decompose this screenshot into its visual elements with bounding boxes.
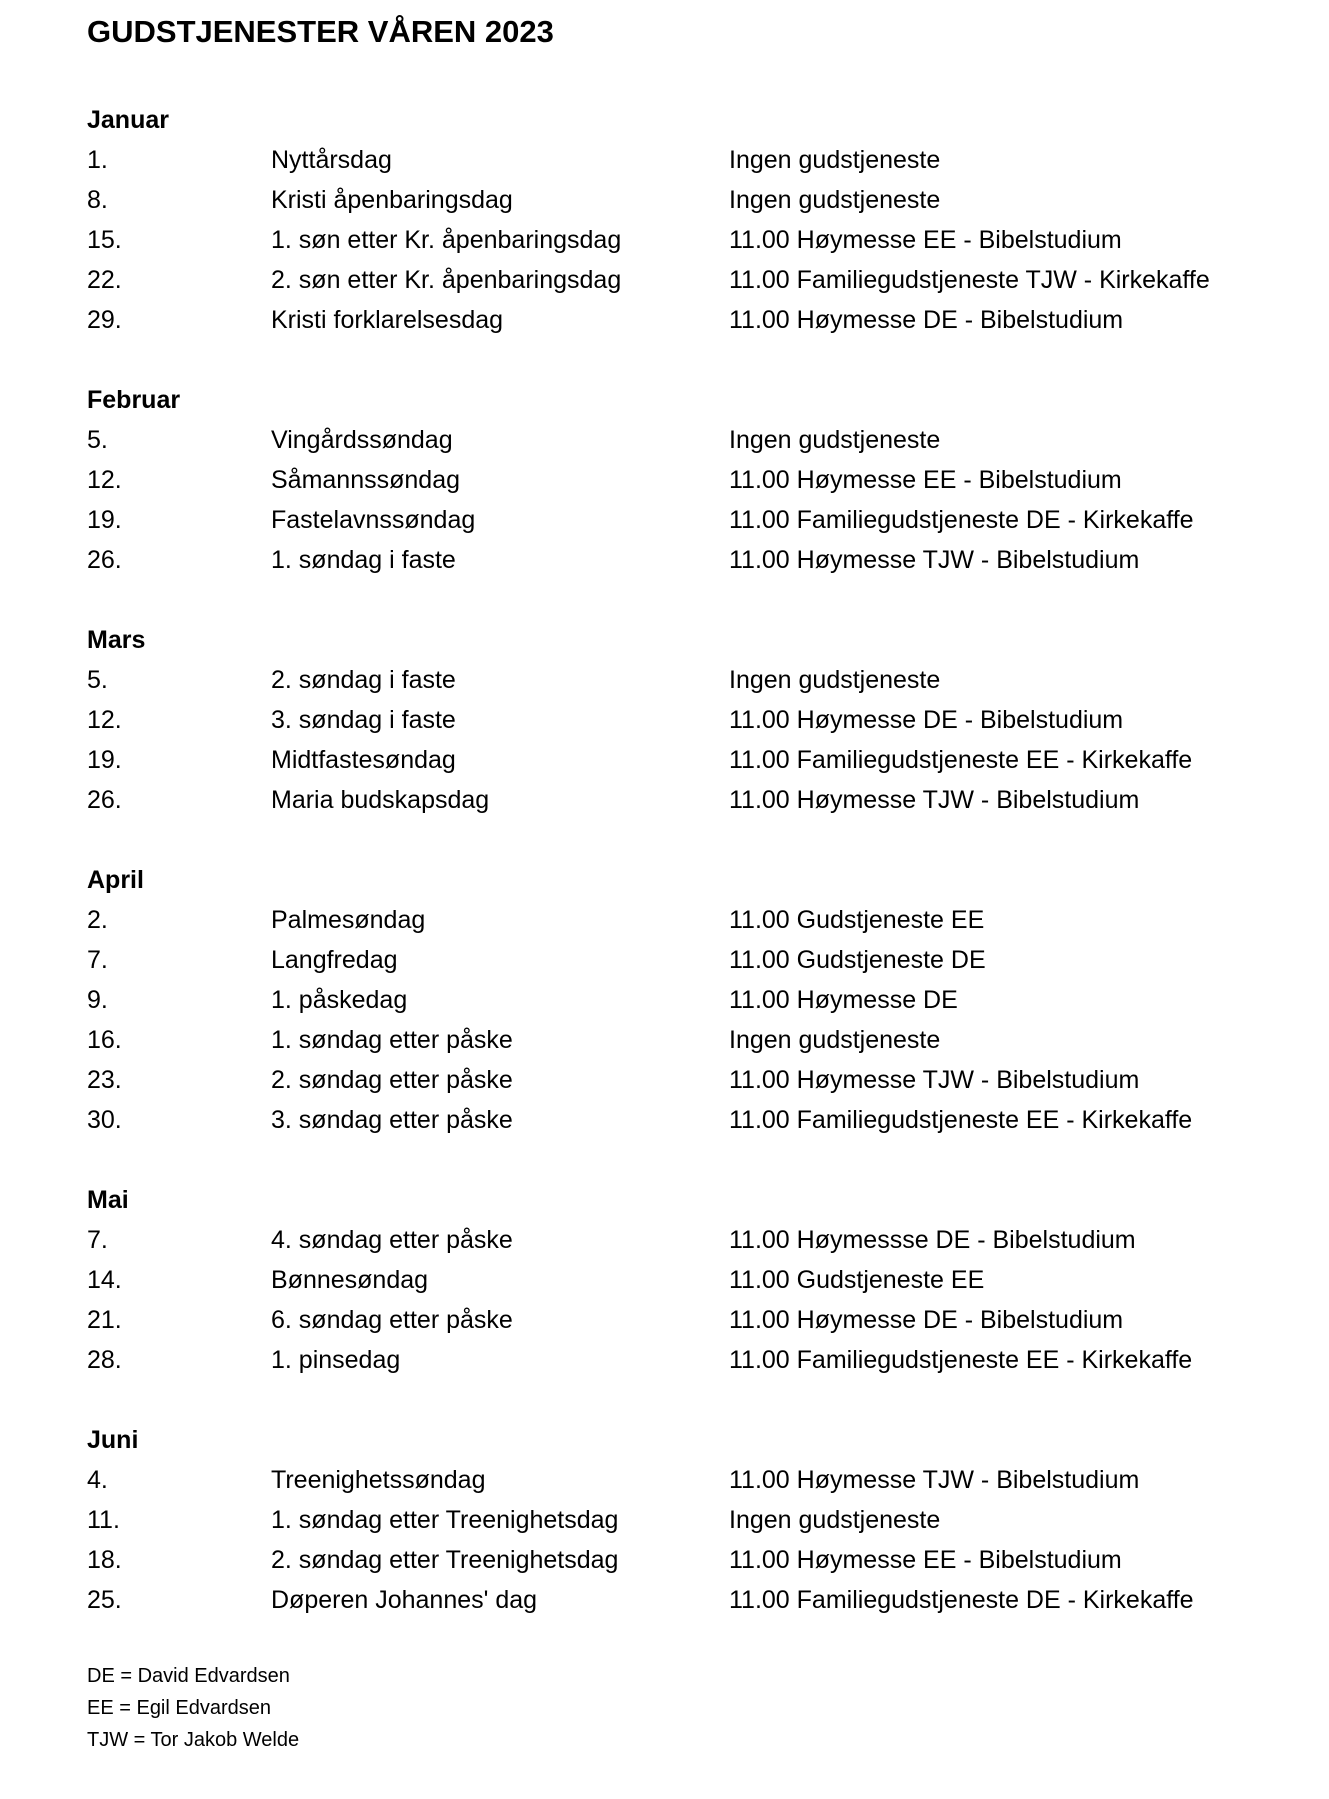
month-section xyxy=(87,1180,1307,1380)
row-day-name: 6. søndag etter påske xyxy=(271,1306,513,1334)
month-section xyxy=(87,100,1307,340)
month-heading: Januar xyxy=(87,106,169,134)
row-day-name: 4. søndag etter påske xyxy=(271,1226,513,1254)
schedule-row xyxy=(87,300,1307,340)
row-service: 11.00 Høymesse EE - Bibelstudium xyxy=(729,466,1122,494)
schedule-row xyxy=(87,980,1307,1020)
row-date: 30. xyxy=(87,1106,122,1134)
row-service: 11.00 Høymessse DE - Bibelstudium xyxy=(729,1226,1136,1254)
row-date: 23. xyxy=(87,1066,122,1094)
row-service: 11.00 Gudstjeneste EE xyxy=(729,1266,985,1294)
row-day-name: 1. søndag etter påske xyxy=(271,1026,513,1054)
row-day-name: Fastelavnssøndag xyxy=(271,506,476,534)
row-date: 14. xyxy=(87,1266,122,1294)
row-day-name: Kristi åpenbaringsdag xyxy=(271,186,513,214)
month-heading: Februar xyxy=(87,386,181,414)
row-date: 7. xyxy=(87,946,108,974)
row-date: 26. xyxy=(87,546,122,574)
row-day-name: 1. søn etter Kr. åpenbaringsdag xyxy=(271,226,622,254)
row-day-name: Langfredag xyxy=(271,946,398,974)
schedule-row xyxy=(87,940,1307,980)
row-day-name: Bønnesøndag xyxy=(271,1266,429,1294)
schedule-row xyxy=(87,140,1307,180)
row-date: 5. xyxy=(87,666,108,694)
row-service: 11.00 Høymesse DE - Bibelstudium xyxy=(729,706,1124,734)
row-day-name: Døperen Johannes' dag xyxy=(271,1586,538,1614)
schedule-row xyxy=(87,780,1307,820)
month-section xyxy=(87,620,1307,820)
row-date: 15. xyxy=(87,226,122,254)
row-date: 9. xyxy=(87,986,108,1014)
month-section xyxy=(87,380,1307,580)
row-service: Ingen gudstjeneste xyxy=(729,666,941,694)
row-day-name: 1. søndag etter Treenighetsdag xyxy=(271,1506,619,1534)
schedule-row xyxy=(87,1260,1307,1300)
row-date: 12. xyxy=(87,466,122,494)
row-service: 11.00 Familiegudstjeneste DE - Kirkekaffe xyxy=(729,1586,1194,1614)
schedule-row xyxy=(87,1020,1307,1060)
schedule-row xyxy=(87,1220,1307,1260)
row-date: 8. xyxy=(87,186,108,214)
row-day-name: 1. pinsedag xyxy=(271,1346,401,1374)
row-service: 11.00 Høymesse TJW - Bibelstudium xyxy=(729,1066,1140,1094)
row-day-name: Kristi forklarelsesdag xyxy=(271,306,504,334)
schedule-row xyxy=(87,260,1307,300)
month-section xyxy=(87,860,1307,1140)
schedule-row xyxy=(87,660,1307,700)
schedule-row xyxy=(87,500,1307,540)
schedule-row xyxy=(87,1540,1307,1580)
row-service: Ingen gudstjeneste xyxy=(729,426,941,454)
row-service: Ingen gudstjeneste xyxy=(729,186,941,214)
legend-item: TJW = Tor Jakob Welde xyxy=(87,1729,300,1751)
schedule-row xyxy=(87,1300,1307,1340)
row-date: 16. xyxy=(87,1026,122,1054)
row-date: 1. xyxy=(87,146,108,174)
schedule-row xyxy=(87,900,1307,940)
page-title: GUDSTJENESTER VÅREN 2023 xyxy=(87,14,554,49)
row-date: 25. xyxy=(87,1586,122,1614)
schedule-row xyxy=(87,180,1307,220)
row-date: 19. xyxy=(87,506,122,534)
row-day-name: 2. søn etter Kr. åpenbaringsdag xyxy=(271,266,622,294)
row-date: 26. xyxy=(87,786,122,814)
month-heading: Mars xyxy=(87,626,146,654)
row-day-name: Treenighetssøndag xyxy=(271,1466,486,1494)
row-service: 11.00 Familiegudstjeneste TJW - Kirkekaffe xyxy=(729,266,1210,294)
schedule-row xyxy=(87,700,1307,740)
row-service: 11.00 Familiegudstjeneste EE - Kirkekaffe xyxy=(729,1106,1193,1134)
row-service: 11.00 Høymesse DE - Bibelstudium xyxy=(729,306,1124,334)
row-day-name: 2. søndag etter Treenighetsdag xyxy=(271,1546,619,1574)
row-date: 18. xyxy=(87,1546,122,1574)
schedule-row xyxy=(87,1460,1307,1500)
schedule-row xyxy=(87,1100,1307,1140)
row-service: 11.00 Gudstjeneste EE xyxy=(729,906,985,934)
row-date: 2. xyxy=(87,906,108,934)
schedule-row xyxy=(87,1060,1307,1100)
row-day-name: Maria budskapsdag xyxy=(271,786,490,814)
row-service: Ingen gudstjeneste xyxy=(729,1506,941,1534)
schedule-row xyxy=(87,540,1307,580)
row-service: Ingen gudstjeneste xyxy=(729,146,941,174)
schedule-row xyxy=(87,740,1307,780)
row-day-name: Såmannssøndag xyxy=(271,466,461,494)
schedule-row xyxy=(87,420,1307,460)
row-day-name: 2. søndag i faste xyxy=(271,666,456,694)
row-day-name: 1. påskedag xyxy=(271,986,408,1014)
row-service: 11.00 Høymesse EE - Bibelstudium xyxy=(729,1546,1122,1574)
schedule-row xyxy=(87,220,1307,260)
month-section xyxy=(87,1420,1307,1620)
row-service: 11.00 Høymesse TJW - Bibelstudium xyxy=(729,1466,1140,1494)
row-day-name: Vingårdssøndag xyxy=(271,426,453,454)
row-date: 22. xyxy=(87,266,122,294)
schedule-row xyxy=(87,460,1307,500)
row-service: 11.00 Høymesse DE - Bibelstudium xyxy=(729,1306,1124,1334)
row-date: 4. xyxy=(87,1466,108,1494)
row-day-name: 2. søndag etter påske xyxy=(271,1066,513,1094)
month-heading: April xyxy=(87,866,144,894)
row-service: 11.00 Gudstjeneste DE xyxy=(729,946,986,974)
row-service: 11.00 Familiegudstjeneste EE - Kirkekaffe xyxy=(729,1346,1193,1374)
month-heading: Mai xyxy=(87,1186,129,1214)
row-date: 5. xyxy=(87,426,108,454)
legend xyxy=(87,1660,299,1756)
row-service: 11.00 Høymesse TJW - Bibelstudium xyxy=(729,786,1140,814)
schedule-row xyxy=(87,1500,1307,1540)
row-service: Ingen gudstjeneste xyxy=(729,1026,941,1054)
row-day-name: Palmesøndag xyxy=(271,906,426,934)
row-day-name: 3. søndag etter påske xyxy=(271,1106,513,1134)
row-date: 19. xyxy=(87,746,122,774)
month-heading: Juni xyxy=(87,1426,139,1454)
row-date: 11. xyxy=(87,1506,120,1534)
row-service: 11.00 Høymesse TJW - Bibelstudium xyxy=(729,546,1140,574)
row-service: 11.00 Familiegudstjeneste EE - Kirkekaffe xyxy=(729,746,1193,774)
row-day-name: Nyttårsdag xyxy=(271,146,392,174)
row-date: 29. xyxy=(87,306,122,334)
schedule-list xyxy=(87,100,1307,1660)
row-service: 11.00 Familiegudstjeneste DE - Kirkekaffe xyxy=(729,506,1194,534)
schedule-row xyxy=(87,1340,1307,1380)
row-day-name: Midtfastesøndag xyxy=(271,746,456,774)
row-day-name: 3. søndag i faste xyxy=(271,706,456,734)
row-service: 11.00 Høymesse DE xyxy=(729,986,958,1014)
row-service: 11.00 Høymesse EE - Bibelstudium xyxy=(729,226,1122,254)
legend-item: EE = Egil Edvardsen xyxy=(87,1697,271,1719)
row-date: 12. xyxy=(87,706,122,734)
schedule-row xyxy=(87,1580,1307,1620)
legend-item: DE = David Edvardsen xyxy=(87,1665,290,1687)
row-date: 28. xyxy=(87,1346,122,1374)
row-date: 21. xyxy=(87,1306,122,1334)
row-date: 7. xyxy=(87,1226,108,1254)
row-day-name: 1. søndag i faste xyxy=(271,546,456,574)
